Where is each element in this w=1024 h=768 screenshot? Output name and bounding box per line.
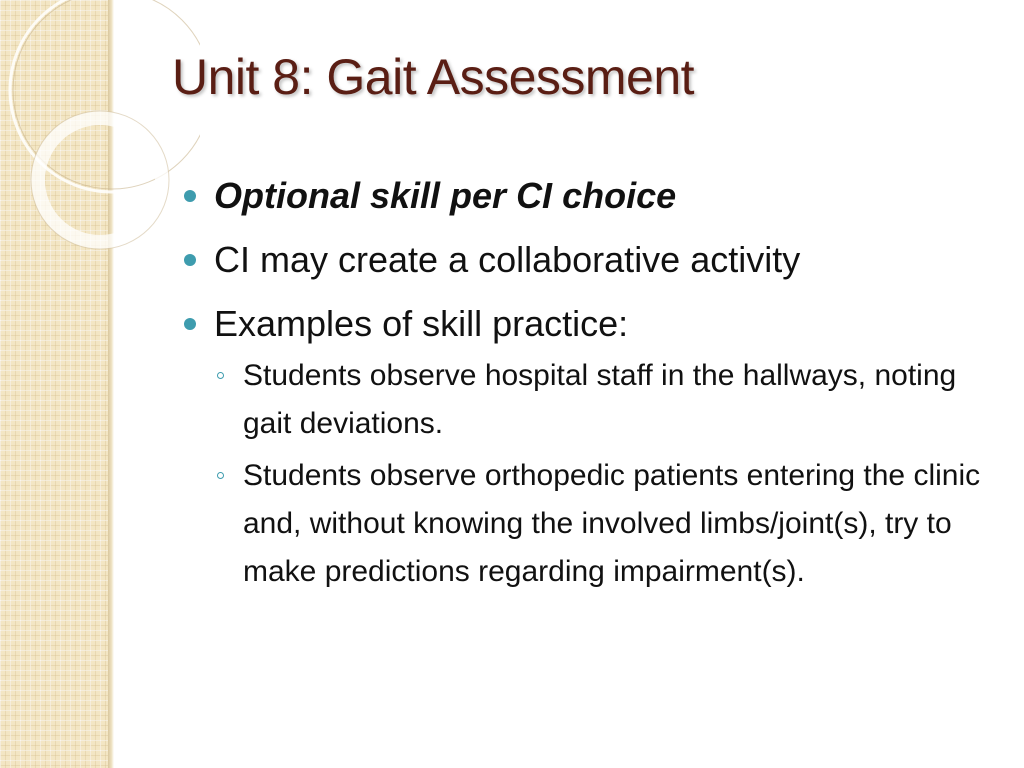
slide-content bbox=[184, 172, 1004, 600]
filled-circle-bullet-icon bbox=[184, 318, 196, 330]
slide-title: Unit 8: Gait Assessment bbox=[172, 49, 695, 105]
filled-circle-bullet-icon bbox=[184, 190, 196, 202]
bullet-text: CI may create a collaborative activity bbox=[214, 239, 801, 280]
bullet-item bbox=[184, 172, 1004, 220]
sub-bullet-text: Students observe orthopedic patients entering the clinic and, without knowing the involved limbs/joint(s), try to make predictions regarding impairment(s). bbox=[243, 459, 981, 588]
bullet-item bbox=[184, 236, 1004, 284]
decorative-rings-icon bbox=[0, 0, 200, 260]
sub-bullet-text: Students observe hospital staff in the hallways, noting gait deviations. bbox=[243, 359, 957, 440]
sub-bullet-item bbox=[184, 352, 1004, 448]
filled-circle-bullet-icon bbox=[184, 254, 196, 266]
sub-bullet-item bbox=[184, 452, 1004, 596]
bullet-text: Examples of skill practice: bbox=[214, 303, 629, 344]
bullet-item bbox=[184, 300, 1004, 348]
bullet-text: Optional skill per CI choice bbox=[214, 175, 677, 216]
hollow-circle-bullet-icon bbox=[217, 472, 224, 479]
hollow-circle-bullet-icon bbox=[217, 372, 224, 379]
